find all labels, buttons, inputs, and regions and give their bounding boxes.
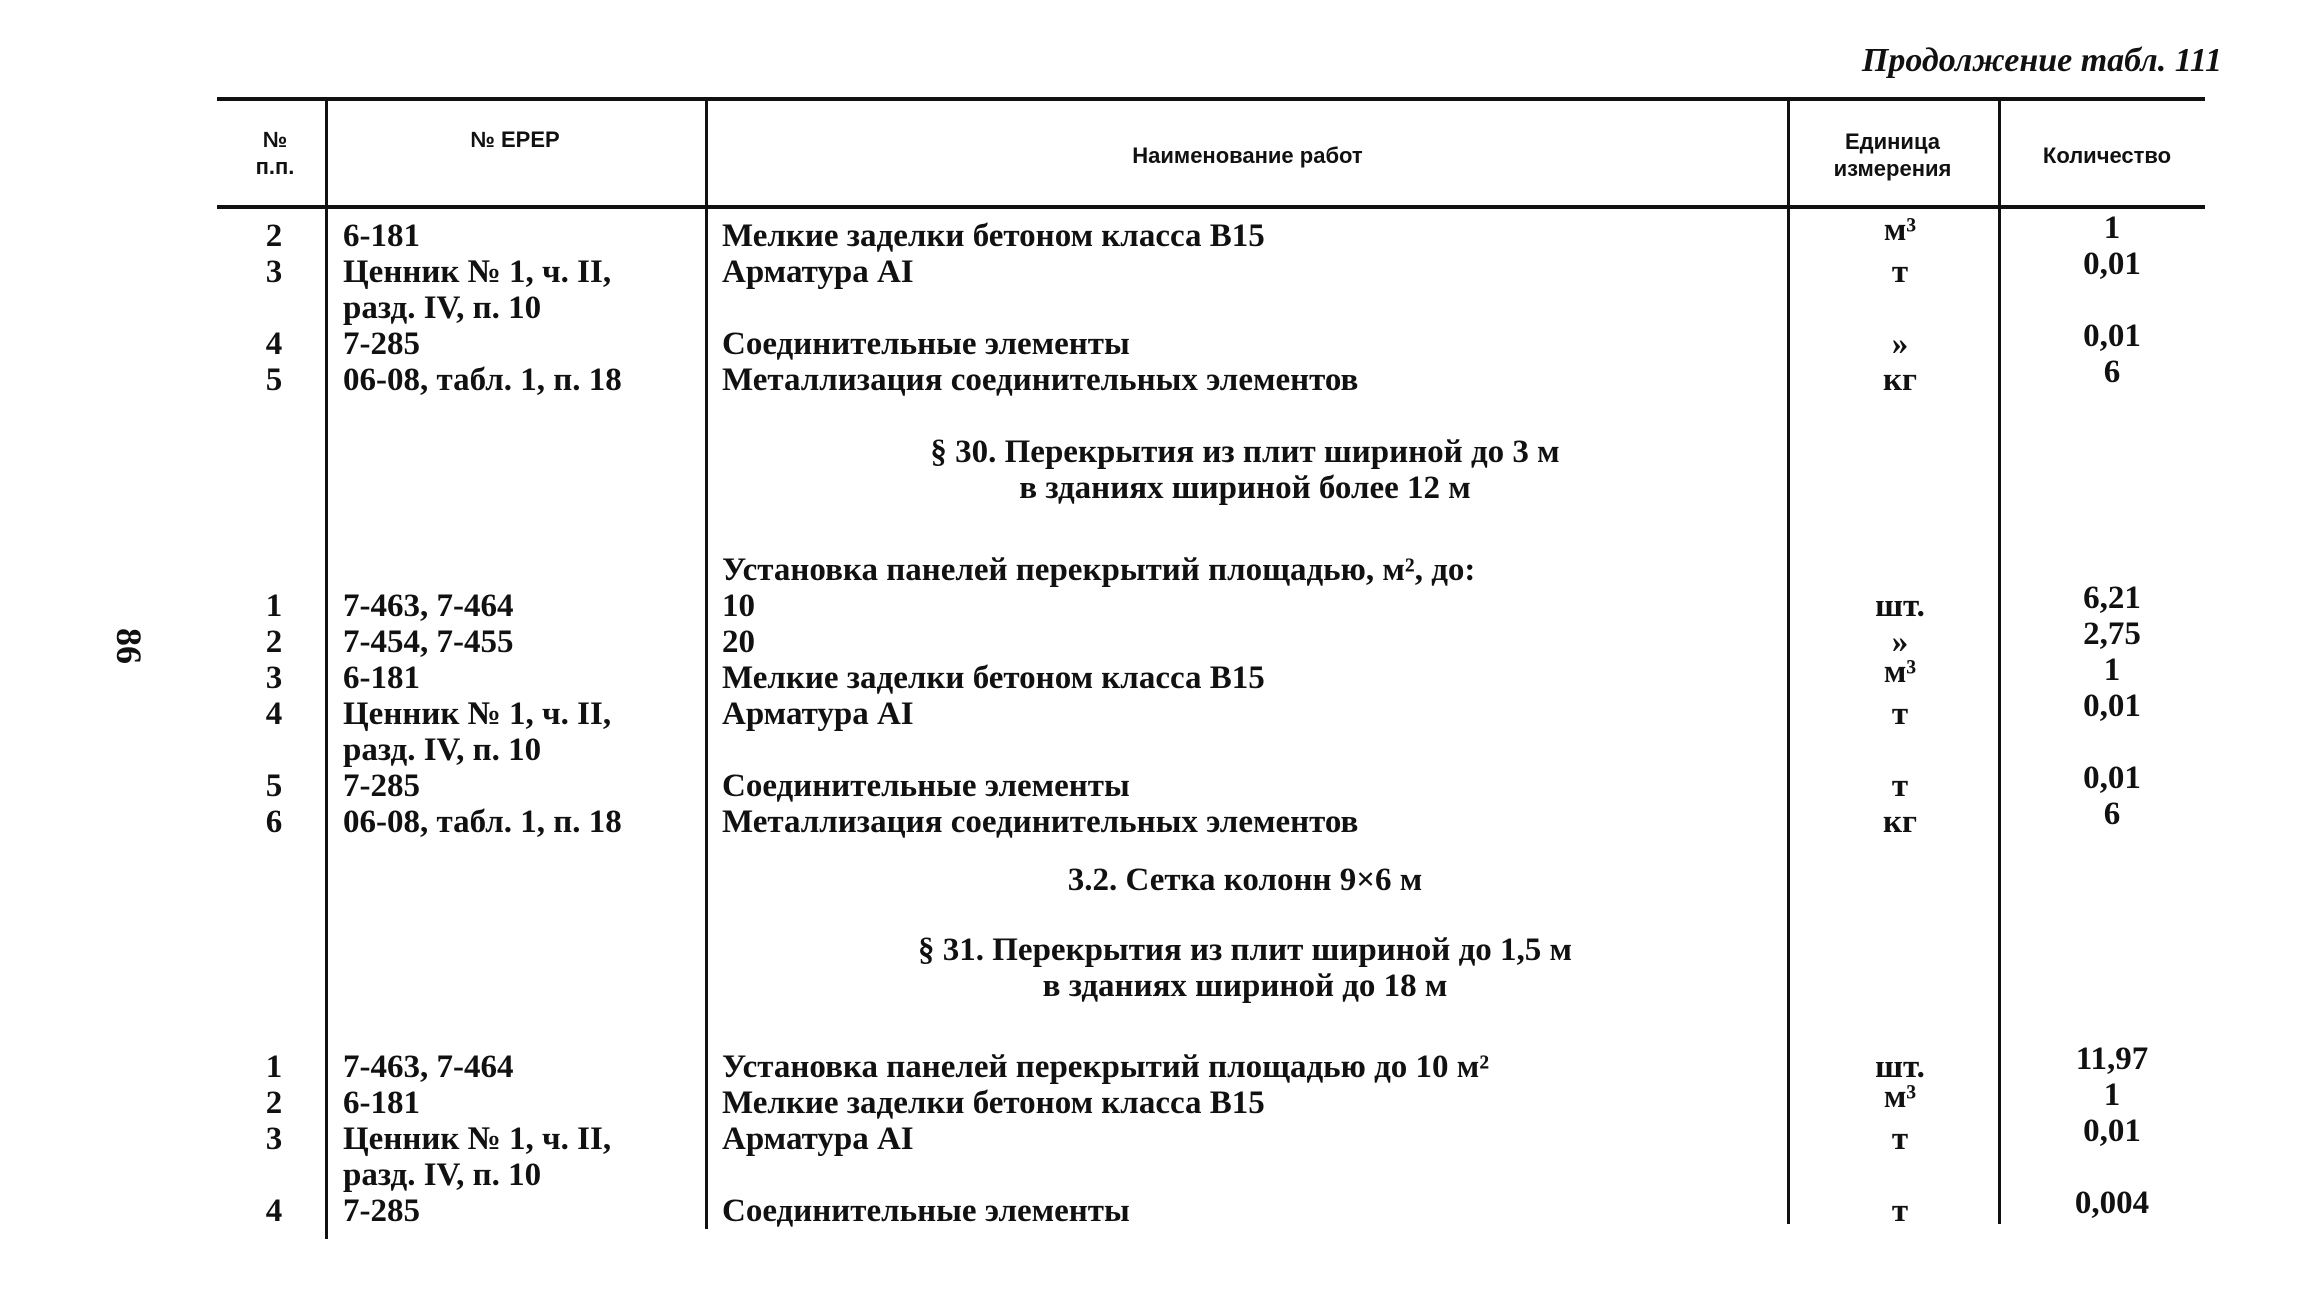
row-work-name: Мелкие заделки бетоном класса В15 (722, 660, 1265, 696)
page-number: 86 (109, 628, 149, 664)
row-quantity: 0,01 (2083, 688, 2141, 724)
row-quantity: 2,75 (2083, 616, 2141, 652)
row-unit: » (1891, 326, 1909, 362)
row-quantity: 0,01 (2083, 318, 2141, 354)
row-work-name: Арматура АI (722, 1121, 914, 1157)
row-number: 2 (265, 624, 283, 660)
row-unit: » (1891, 624, 1909, 660)
row-number: 2 (265, 218, 283, 254)
row-work-name: Арматура АI (722, 696, 914, 732)
row-work-name: Мелкие заделки бетоном класса В15 (722, 218, 1265, 254)
table-caption: Продолжение табл. 111 (1861, 42, 2222, 79)
row-quantity: 0,01 (2083, 760, 2141, 796)
row-quantity: 1 (2103, 210, 2121, 246)
section-heading: 3.2. Сетка колонн 9×6 м (1067, 862, 1423, 898)
row-quantity: 6 (2103, 354, 2121, 390)
row-number: 4 (265, 696, 283, 732)
row-work-name: Соединительные элементы (722, 1193, 1130, 1229)
row-quantity: 6,21 (2083, 580, 2141, 616)
header-unit-line-1: Единица (1844, 129, 1940, 154)
row-number: 6 (265, 804, 283, 840)
column-divider-1 (325, 99, 328, 1239)
row-unit: т (1891, 254, 1909, 290)
row-work-name: Металлизация соединительных элементов (722, 362, 1359, 398)
row-number: 4 (265, 1193, 283, 1229)
row-work-name: Соединительные элементы (722, 768, 1130, 804)
row-work-name: Установка панелей перекрытий площадью до 10 м² (722, 1049, 1490, 1085)
row-unit: т (1891, 1121, 1909, 1157)
row-erep-code: 7-454, 7-455 (343, 624, 514, 660)
header-bottom-rule (217, 205, 2205, 209)
header-num-line-1: № (262, 127, 288, 152)
section-heading: § 31. Перекрытия из плит шириной до 1,5 м (918, 932, 1572, 968)
row-erep-code: 6-181 (343, 1085, 420, 1121)
row-quantity: 0,01 (2083, 1113, 2141, 1149)
row-erep-code: 7-285 (343, 326, 420, 362)
row-erep-code: 7-463, 7-464 (343, 1049, 514, 1085)
header-erep: № ЕРЕР (470, 127, 560, 152)
header-num-line-2: п.п. (255, 154, 295, 179)
row-unit: т (1891, 768, 1909, 804)
header-qty: Количество (2042, 143, 2172, 168)
header-unit-line-2: измерения (1833, 156, 1952, 181)
header-unit (1790, 128, 1995, 182)
row-unit: т (1891, 1193, 1909, 1229)
row-erep-code: 6-181 (343, 218, 420, 254)
row-erep-code: 06-08, табл. 1, п. 18 (343, 362, 622, 398)
row-quantity: 1 (2103, 652, 2121, 688)
column-divider-3 (1787, 99, 1790, 1224)
row-number: 3 (265, 254, 283, 290)
row-work-name: Установка панелей перекрытий площадью, м², до: (722, 552, 1476, 588)
header-name: Наименование работ (1132, 143, 1363, 168)
row-unit: шт. (1875, 588, 1925, 624)
column-divider-2 (705, 99, 708, 1229)
row-number: 2 (265, 1085, 283, 1121)
row-number: 4 (265, 326, 283, 362)
row-erep-code: 7-285 (343, 768, 420, 804)
row-number: 5 (265, 362, 283, 398)
row-number: 1 (265, 1049, 283, 1085)
row-unit: м³ (1883, 212, 1917, 248)
table-top-rule (217, 97, 2205, 101)
row-number: 3 (265, 1121, 283, 1157)
row-erep-code: 06-08, табл. 1, п. 18 (343, 804, 622, 840)
row-work-name: 20 (722, 624, 755, 660)
row-erep-code: разд. IV, п. 10 (343, 1157, 542, 1193)
section-heading: § 30. Перекрытия из плит шириной до 3 м (930, 434, 1560, 470)
row-quantity: 1 (2103, 1077, 2121, 1113)
row-erep-code: Ценник № 1, ч. II, (343, 696, 612, 732)
section-heading: в зданиях шириной до 18 м (1042, 968, 1448, 1004)
row-erep-code: 7-285 (343, 1193, 420, 1229)
row-quantity: 0,01 (2083, 246, 2141, 282)
row-erep-code: 6-181 (343, 660, 420, 696)
header-num (235, 126, 315, 180)
row-erep-code: Ценник № 1, ч. II, (343, 1121, 612, 1157)
row-work-name: Металлизация соединительных элементов (722, 804, 1359, 840)
row-erep-code: разд. IV, п. 10 (343, 732, 542, 768)
row-work-name: Соединительные элементы (722, 326, 1130, 362)
row-work-name: 10 (722, 588, 755, 624)
row-quantity: 6 (2103, 796, 2121, 832)
row-unit: кг (1883, 362, 1917, 398)
row-number: 3 (265, 660, 283, 696)
section-heading: в зданиях шириной более 12 м (1019, 470, 1471, 506)
row-quantity: 0,004 (2074, 1185, 2150, 1221)
row-work-name: Арматура АI (722, 254, 914, 290)
row-quantity: 11,97 (2075, 1041, 2149, 1077)
row-unit: т (1891, 696, 1909, 732)
row-erep-code: разд. IV, п. 10 (343, 290, 542, 326)
row-work-name: Мелкие заделки бетоном класса В15 (722, 1085, 1265, 1121)
row-unit: кг (1883, 804, 1917, 840)
row-unit: м³ (1883, 1079, 1917, 1115)
row-unit: шт. (1875, 1049, 1925, 1085)
row-erep-code: 7-463, 7-464 (343, 588, 514, 624)
row-number: 1 (265, 588, 283, 624)
row-unit: м³ (1883, 654, 1917, 690)
row-number: 5 (265, 768, 283, 804)
row-erep-code: Ценник № 1, ч. II, (343, 254, 612, 290)
